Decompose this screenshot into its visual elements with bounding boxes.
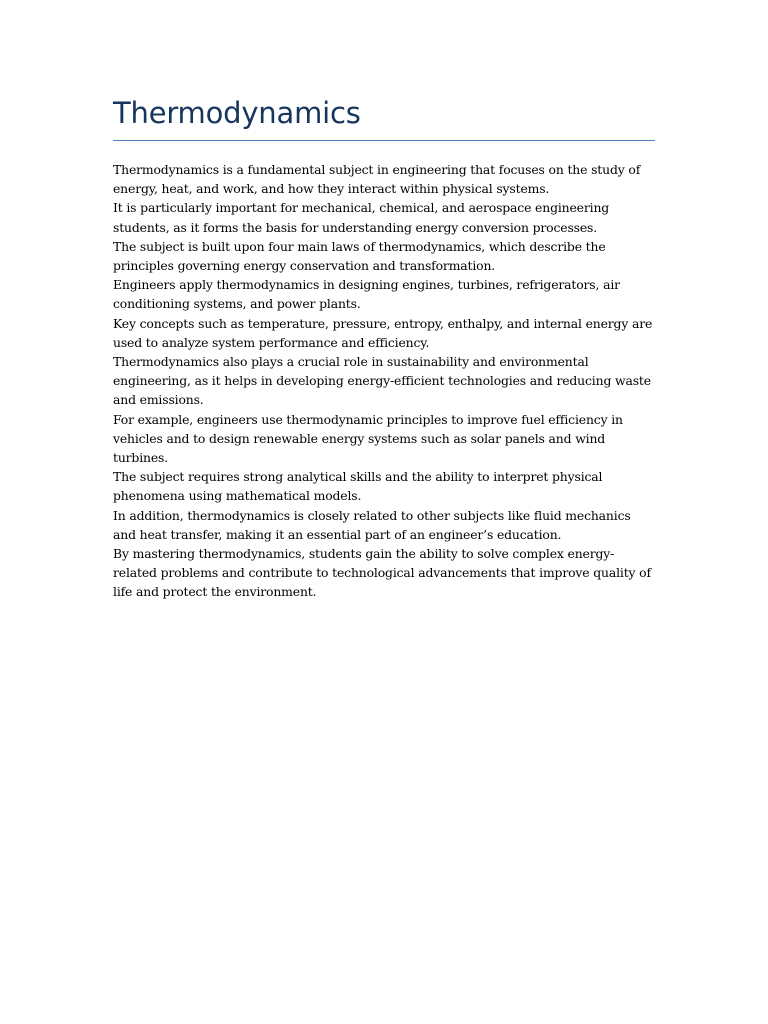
paragraph-5: Key concepts such as temperature, pressure, entropy, enthalpy, and internal energy are used to analyze system performance and efficiency. xyxy=(113,315,653,350)
document-title: Thermodynamics xyxy=(113,96,361,130)
paragraph-10: By mastering thermodynamics, students gain the ability to solve complex energy-related problems and contribute to technological advancements that improve quality of life and protect the environment. xyxy=(113,546,651,600)
document-body xyxy=(113,160,655,602)
paragraph-8: The subject requires strong analytical skills and the ability to interpret physical phenomena using mathematical models. xyxy=(113,469,603,504)
paragraph-2: It is particularly important for mechanical, chemical, and aerospace engineering students, as it forms the basis for understanding energy conversion processes. xyxy=(113,200,610,235)
paragraph-1: Thermodynamics is a fundamental subject in engineering that focuses on the study of energy, heat, and work, and how they interact within physical systems. xyxy=(113,162,641,197)
paragraph-6: Thermodynamics also plays a crucial role in sustainability and environmental engineering, as it helps in developing energy-efficient technologies and reducing waste and emissions. xyxy=(113,354,651,408)
paragraph-3: The subject is built upon four main laws of thermodynamics, which describe the principles governing energy conservation and transformation. xyxy=(113,238,606,274)
title-underline-rule xyxy=(113,140,655,141)
document-content xyxy=(113,94,655,602)
paragraph-4: Engineers apply thermodynamics in designing engines, turbines, refrigerators, air conditioning systems, and power plants. xyxy=(113,277,620,312)
paragraph-9: In addition, thermodynamics is closely related to other subjects like fluid mechanics and heat transfer, making it an essential part of an engineer’s education. xyxy=(113,507,631,542)
paragraph-7: For example, engineers use thermodynamic principles to improve fuel efficiency in vehicles and to design renewable energy systems such as solar panels and wind turbines. xyxy=(113,411,623,466)
